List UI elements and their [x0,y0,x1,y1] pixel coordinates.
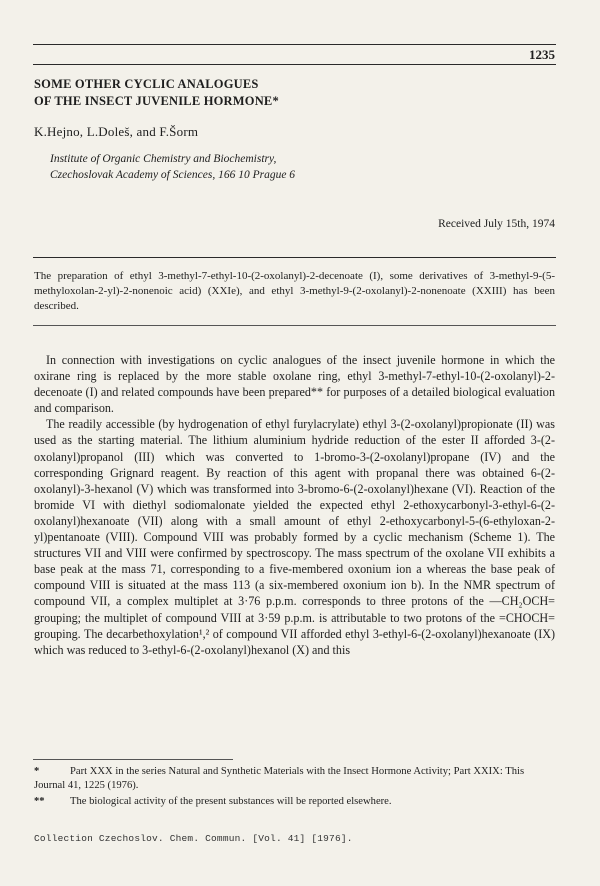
affiliation [50,151,530,183]
header-rule-bottom [33,64,556,65]
footnote-2 [34,795,555,809]
header-rule-top [33,44,556,45]
footnote-1-mark: * [34,766,40,777]
footnote-2-mark: ** [34,796,45,807]
article-title [34,76,554,110]
body-paragraph-1: In connection with investigations on cyclic analogues of the insect juvenile hormone in which the oxirane ring is replaced by the more stable oxolane ring, ethyl 3-methyl-7-ethyl-10-(2-oxolanyl)-2-decenoate (I) and related compounds have been prepared** for purposes of a detailed biological evaluation and comparison. [34,353,555,416]
affiliation-line-1: Institute of Organic Chemistry and Biochemistry, [50,153,277,165]
footnote-2-text: The biological activity of the present substances will be reported elsewhere. [70,796,392,807]
received-date: Received July 15th, 1974 [438,218,555,230]
footnote-rule [33,759,233,760]
affiliation-line-2: Czechoslovak Academy of Sciences, 166 10 Prague 6 [50,169,296,181]
abstract-rule-top [33,257,556,258]
body-paragraph-2: The readily accessible (by hydrogenation of ethyl furylacrylate) ethyl 3-(2-oxolanyl)propionate (II) was used as the starting material. The lithium aluminium hydride reduction of the ester II afforded 3-(2-oxolanyl)propanol (III) which was converted to 1-bromo-3-(2-oxolanyl)propane (IV) and the corresponding Grignard reagent. By reaction of this agent with propanal there was obtained 6-(2-oxolanyl)-3-hexanol (V) which was transformed into 3-bromo-6-(2-oxolanyl)hexane (VI). Reaction of the bromide VI with diethyl sodiomalonate yielded the expected ethyl 2-ethoxycarbonyl-3-ethyl-6-(2-oxolanyl)hexanoate (VII) along with a small amount of ethyl 2-ethoxycarbonyl-5-(6-ethyloxan-2-yl)pentanoate (VIII). Compound VIII was probably formed by a cyclic mechanism (Scheme 1). The structures VII and VIII were confirmed by spectroscopy. The mass spectrum of the oxolane VII exhibits a base peak at the mass 71, corresponding to a five-membered oxonium ion a whereas the base peak of compound VIII is situated at the mass 113 (a six-membered oxonium ion b). In the NMR spectrum of compound VII, a complex multiplet at 3·76 p.p.m. corresponds to three protons of the —CH₂OCH= grouping; the multiplet of compound VIII at 3·59 p.p.m. is attributable to two protons of the =CHOCH= grouping. The decarbethoxylation¹,² of compound VII afforded ethyl 3-ethyl-6-(2-oxolanyl)hexanoate (IX) which was reduced to 3-ethyl-6-(2-oxolanyl)hexanol (X) and this [34,417,555,657]
footnote-1 [34,765,555,793]
footnote-1-text: Part XXX in the series Natural and Synthetic Materials with the Insect Hormone Activity; Part XXIX: This Journal 41, 1225 (1976). [34,766,525,791]
title-line-1: SOME OTHER CYCLIC ANALOGUES [34,77,259,91]
authors: K.Hejno, L.Doleš, and F.Šorm [34,124,199,139]
journal-footer: Collection Czechoslov. Chem. Commun. [Vol. 41] [1976]. [34,833,353,844]
abstract: The preparation of ethyl 3-methyl-7-ethyl-10-(2-oxolanyl)-2-decenoate (I), some derivatives of 3-methyl-9-(5-methyloxolan-2-yl)-2-nonenoic acid) (XXIe), and ethyl 3-methyl-9-(2-oxolanyl)-2-nonenoate (XXIII) has been described. [34,270,555,313]
article-body [34,352,555,658]
title-line-2: OF THE INSECT JUVENILE HORMONE* [34,94,279,108]
page-number: 1235 [529,47,555,62]
abstract-rule-bottom [33,325,556,326]
